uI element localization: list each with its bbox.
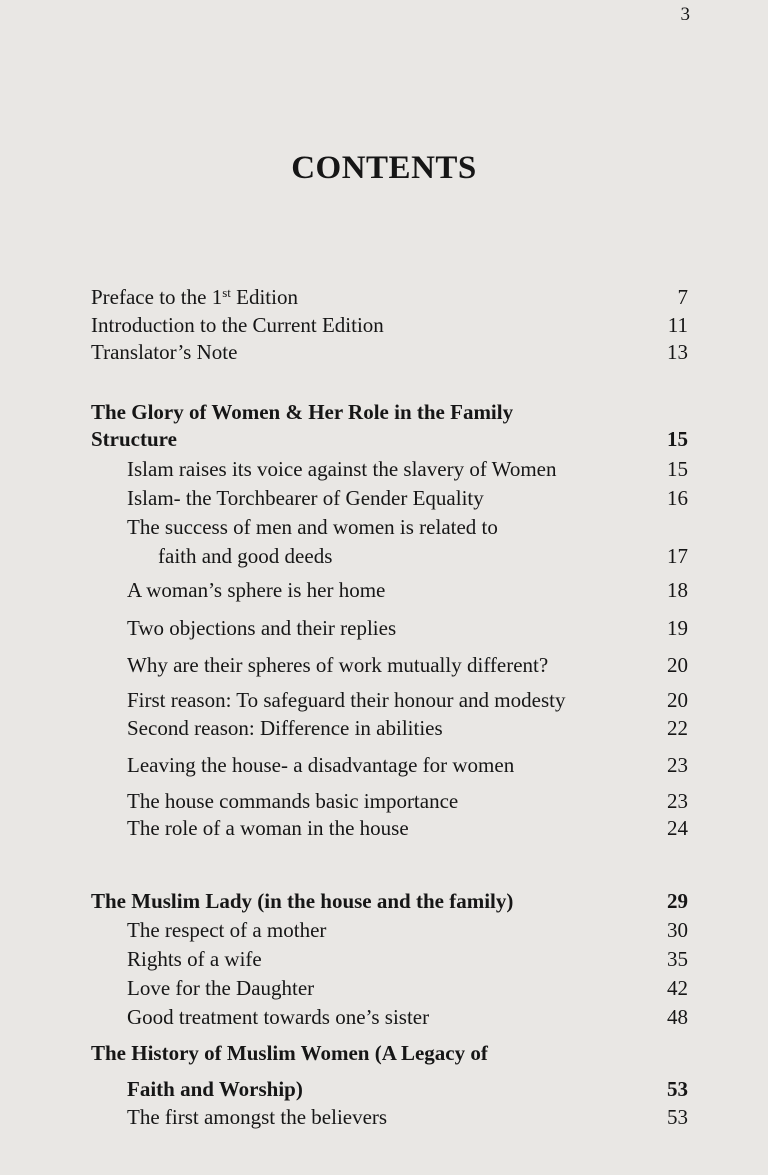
toc-entry-text: Islam- the Torchbearer of Gender Equality (127, 486, 484, 510)
toc-entry-text: Second reason: Difference in abilities (127, 716, 443, 740)
toc-entry-page: 15 (667, 427, 688, 451)
toc-entry-text: Islam raises its voice against the slavery of Women (127, 457, 557, 481)
toc-entry-page: 7 (677, 285, 688, 309)
toc-entry-text: Why are their spheres of work mutually different? (127, 653, 549, 677)
toc-entry-text: Good treatment towards one’s sister (127, 1005, 430, 1029)
toc-entry-page: 19 (667, 616, 688, 640)
toc-entry-text: Leaving the house- a disadvantage for women (127, 753, 515, 777)
toc-entry-text: Rights of a wife (127, 947, 262, 971)
toc-entry-text: Faith and Worship) (127, 1077, 303, 1101)
toc-entry-page: 53 (667, 1077, 688, 1101)
toc-entry-text: Two objections and their replies (127, 616, 397, 640)
toc-entry-text: The History of Muslim Women (A Legacy of (91, 1041, 488, 1065)
toc-entry-page: 17 (667, 544, 688, 568)
page-title: CONTENTS (291, 150, 477, 186)
toc-entry-page: 53 (667, 1105, 688, 1129)
toc-entry-text: The first amongst the believers (127, 1105, 388, 1129)
toc-entry-text: The success of men and women is related to (127, 515, 498, 539)
toc-entry-page: 48 (667, 1005, 688, 1029)
toc-entry-page: 30 (667, 918, 688, 942)
toc-entry-page: 20 (667, 653, 688, 677)
toc-entry-text: Introduction to the Current Edition (91, 313, 384, 337)
toc-entry-page: 24 (667, 816, 688, 840)
toc-entry-page: 23 (667, 753, 688, 777)
toc-entry-page: 23 (667, 789, 688, 813)
toc-entry-page: 15 (667, 457, 688, 481)
toc-entry-text: Translator’s Note (91, 340, 238, 364)
toc-entry-text: The respect of a mother (127, 918, 327, 942)
toc-entry-text: The Muslim Lady (in the house and the family) (91, 889, 514, 913)
toc-entry-page: 13 (667, 340, 688, 364)
toc-entry-text: The Glory of Women & Her Role in the Family (91, 400, 514, 424)
toc-entry-page: 16 (667, 486, 688, 510)
toc-entry-page: 35 (667, 947, 688, 971)
toc-entry-text: A woman’s sphere is her home (127, 578, 386, 602)
toc-entry-page: 22 (667, 716, 688, 740)
toc-entry-text: Love for the Daughter (127, 976, 315, 1000)
toc-entry-page: 29 (667, 889, 688, 913)
toc-entry-page: 18 (667, 578, 688, 602)
toc-entry-text: The house commands basic importance (127, 789, 459, 813)
page-number: 3 (680, 4, 690, 25)
toc-entry-page: 42 (667, 976, 688, 1000)
toc-entry-text: The role of a woman in the house (127, 816, 409, 840)
toc-entry-page: 20 (667, 688, 688, 712)
toc-entry-page: 11 (667, 313, 688, 337)
toc-entry-text: Preface to the 1st Edition (91, 285, 298, 309)
toc-entry-text: faith and good deeds (158, 544, 333, 568)
toc-entry-text: First reason: To safeguard their honour and modesty (127, 688, 566, 712)
toc-entry-text: Structure (91, 427, 177, 451)
